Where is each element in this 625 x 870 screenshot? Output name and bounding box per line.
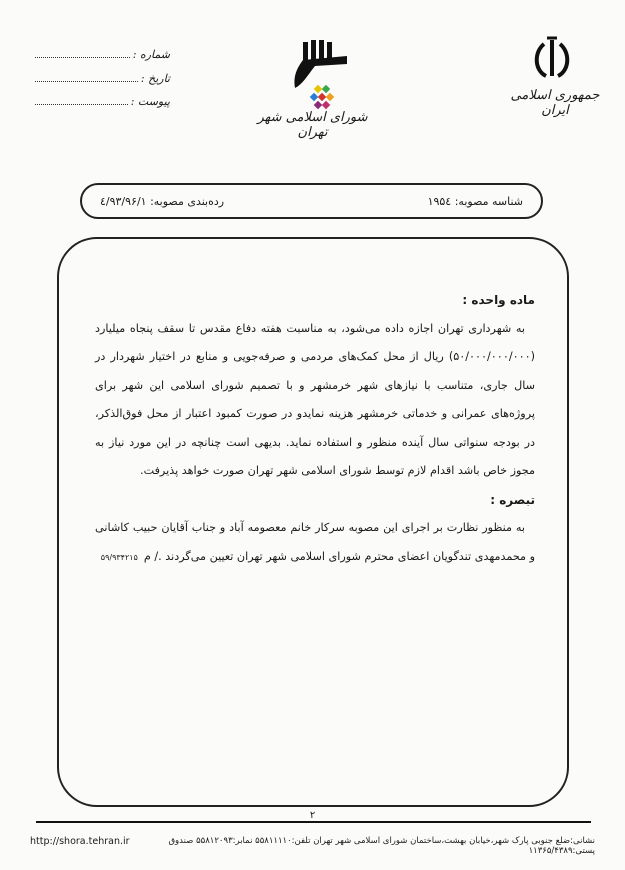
resolution-content: [95, 286, 535, 572]
resolution-info-box: [80, 183, 543, 219]
footer-divider: [36, 821, 591, 823]
page-number: ۲: [309, 810, 316, 821]
note-title: تبصره :: [490, 492, 535, 507]
attachment-field: [35, 95, 170, 108]
footer-url[interactable]: http://shora.tehran.ir: [30, 836, 130, 847]
number-value: [35, 49, 130, 58]
number-field: [35, 48, 170, 61]
note-text: [95, 514, 535, 572]
number-label: شماره :: [132, 48, 170, 61]
tehran-council-logo: [285, 36, 355, 111]
article-text: به شهرداری تهران اجازه داده می‌شود، به مناسبت هفته دفاع مقدس تا سقف پنجاه میلیارد (۵۰/۰۰۰/۰۰۰/۰۰۰) ریال از محل کمک‌های مردمی و صرفه‌جویی و منابع در اختیار شهردار در سال جاری، متناسب با نیازهای شهر خرمشهر و با تصمیم شورای اسلامی این شهر برای پروژه‌های عمرانی و خدماتی خرمشهر هزینه نمایدو در صورت کمبود اعتبار از محل فوق‌الذکر، در بودجه سنواتی سال آینده منظور و استفاده نماید. بدیهی است چنانچه در این مورد نیاز به مجوز خاص باشد اقدام لازم توسط شورای اسلامی شهر تهران صورت خواهد پذیرفت.: [95, 321, 535, 477]
date-value: [35, 73, 138, 82]
reference-code: ۵۹/۹۳۴۲۱۵: [100, 552, 138, 562]
date-field: [35, 72, 170, 85]
footer: [30, 836, 595, 856]
note-body: به منظور نظارت بر اجرای این مصوبه سرکار خانم معصومه آباد و جناب آقایان حبیب کاشانی و محمدمهدی تندگویان اعضای محترم شورای اسلامی شهر تهران تعیین می‌گردند ./ م: [95, 521, 535, 563]
date-label: تاریخ :: [140, 72, 170, 85]
resolution-id: شناسه مصوبه: ۱۹۵٤: [427, 194, 523, 208]
footer-address: نشانی:ضلع جنوبی پارک شهر،خیابان بهشت،ساختمان شورای اسلامی شهر تهران تلفن:۵۵۸۱۱۱۱۰ نمابر:۵۵۸۱۲۰۹۳ صندوق پستی:۱۱۳۶۵/۴۳۸۹: [168, 836, 595, 856]
attachment-label: پیوست :: [130, 95, 170, 108]
attachment-value: [35, 96, 128, 105]
iran-emblem-icon: [530, 36, 574, 82]
country-name: جمهوری اسلامی ایران: [510, 88, 600, 118]
resolution-classification: رده‌بندی مصوبه: ٤/۹۳/۹۶/۱: [100, 194, 225, 208]
article-title: ماده واحده :: [462, 293, 535, 307]
council-name: شورای اسلامی شهر تهران: [257, 110, 368, 140]
